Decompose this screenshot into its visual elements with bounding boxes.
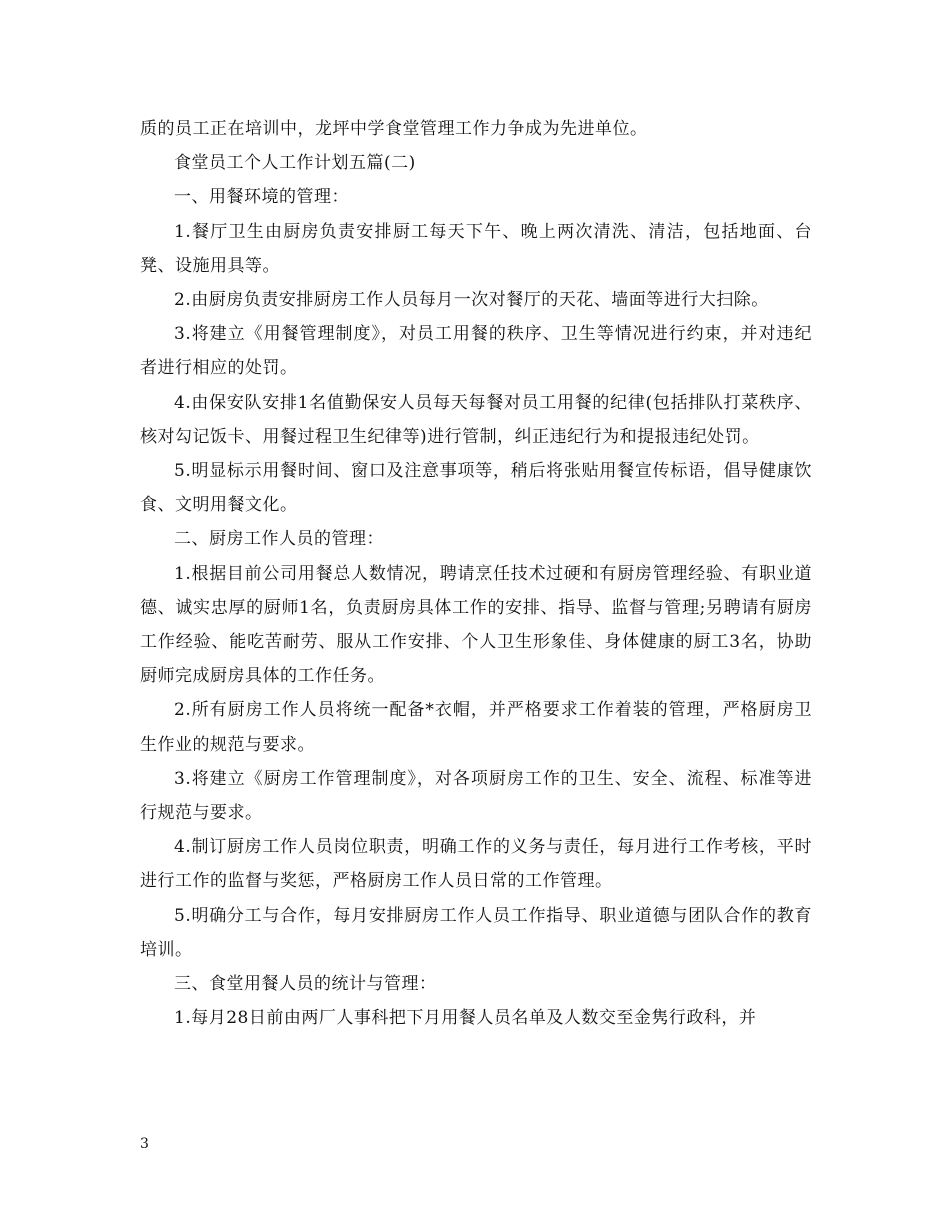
- section-heading-2: 二、厨房工作人员的管理：: [174, 529, 384, 550]
- paragraph: 3.将建立《用餐管理制度》，对员工用餐的秩序、卫生等情况进行约束，并对违纪者进行相应的处罚。: [140, 324, 812, 379]
- section-heading-3: 三、食堂用餐人员的统计与管理：: [174, 974, 437, 995]
- paragraph: 1.餐厅卫生由厨房负责安排厨工每天下午、晚上两次清洗、清洁，包括地面、台凳、设施用具等。: [140, 221, 812, 276]
- paragraph: 1.根据目前公司用餐总人数情况，聘请烹任技术过硬和有厨房管理经验、有职业道德、诚实忠厚的厨师1名，负责厨房具体工作的安排、指导、监督与管理;另聘请有厨房工作经验、能吃苦耐劳、服从工作安排、个人卫生形象佳、身体健康的厨工3名，协助厨师完成厨房具体的工作任务。: [140, 563, 812, 687]
- paragraph: 5.明显标示用餐时间、窗口及注意事项等，稍后将张贴用餐宣传标语，倡导健康饮食、文明用餐文化。: [140, 461, 812, 516]
- paragraph: 3.将建立《厨房工作管理制度》，对各项厨房工作的卫生、安全、流程、标准等进行规范与要求。: [140, 768, 812, 824]
- section-title: 食堂员工个人工作计划五篇(二): [174, 153, 416, 174]
- paragraph: 1.每月28日前由两厂人事科把下月用餐人员名单及人数交至金隽行政科，并: [174, 1008, 757, 1029]
- document-body: [140, 112, 812, 1035]
- paragraph: 4.由保安队安排1名值勤保安人员每天每餐对员工用餐的纪律(包括排队打菜秩序、核对勾记饭卡、用餐过程卫生纪律等)进行管制，纠正违纪行为和提报违纪处罚。: [140, 392, 812, 447]
- paragraph: 5.明确分工与合作，每月安排厨房工作人员工作指导、职业道德与团队合作的教育培训。: [140, 905, 812, 960]
- paragraph: 4.制订厨房工作人员岗位职责，明确工作的义务与责任，每月进行工作考核，平时进行工作的监督与奖惩，严格厨房工作人员日常的工作管理。: [140, 837, 812, 892]
- paragraph: 2.所有厨房工作人员将统一配备*衣帽，并严格要求工作着装的管理，严格厨房卫生作业的规范与要求。: [140, 700, 812, 755]
- paragraph: 质的员工正在培训中，龙坪中学食堂管理工作力争成为先进单位。: [140, 119, 648, 139]
- paragraph: 2.由厨房负责安排厨房工作人员每月一次对餐厅的天花、墙面等进行大扫除。: [174, 290, 769, 311]
- page-number: 3: [140, 1136, 149, 1152]
- section-heading-1: 一、用餐环境的管理：: [174, 187, 349, 208]
